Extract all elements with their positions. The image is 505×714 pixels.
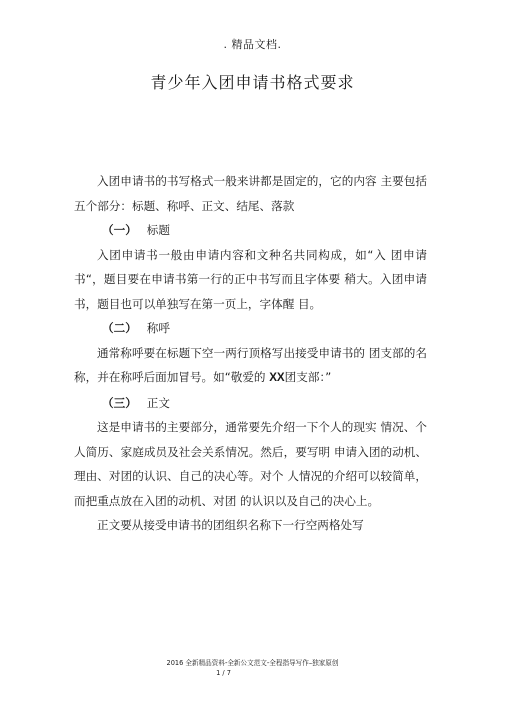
section-number: （一） <box>102 223 137 237</box>
section-paragraph-title: 入团申请书一般由申请内容和文种名共同构成，如“入 团申请书“，题目要在申请书第一行的正中书写而且字体要 稍大。入团申请书，题目也可以单独写在第一页上，字体醒 目。 <box>74 247 427 311</box>
footer-text: 2016 全新精品资料-全新公文范文-全程指导写作–独家原创 <box>166 659 339 667</box>
header-mark: . 精品文档. <box>223 38 282 51</box>
section-heading-body <box>74 391 427 416</box>
page-footer <box>0 658 505 678</box>
placeholder-xx: XX <box>269 371 285 384</box>
paragraph-text: 通常称呼要在标题下空一两行顶格写出接受申请书的 团支部的名称，并在称呼后面加冒号。如“敬爱的 <box>74 345 427 384</box>
last-paragraph: 正文要从接受申请书的团组织名称下一行空两格处写 <box>97 518 364 532</box>
section-number: （二） <box>102 321 137 335</box>
section-paragraph-salutation <box>74 341 427 391</box>
section-label: 正文 <box>146 395 170 410</box>
document-body <box>74 169 427 538</box>
section-label: 标题 <box>146 223 170 237</box>
section-label: 称呼 <box>146 321 170 335</box>
document-title: 青少年入团申请书格式要求 <box>150 73 355 92</box>
section-heading-salutation <box>74 316 427 341</box>
intro-paragraph: 入团申请书的书写格式一般来讲都是固定的，它的内容 主要包括五个部分：标题、称呼、正文、结尾、落款 <box>74 174 427 213</box>
page-number: 1 / 7 <box>216 669 231 677</box>
section-paragraph-body: 这是申请书的主要部分，通常要先介绍一下个人的现实 情况、个人简历、家庭成员及社会关系情况。然后，要写明 申请入团的动机、理由、对团的认识、自己的决心等。对个 人情况的介绍可以较简单，而把重点放在入团的动机、对团 的认识以及自己的决心上。 <box>74 420 427 508</box>
section-heading-title <box>74 218 427 243</box>
paragraph-text: 团支部：” <box>284 370 332 384</box>
section-number: （三） <box>102 395 137 410</box>
